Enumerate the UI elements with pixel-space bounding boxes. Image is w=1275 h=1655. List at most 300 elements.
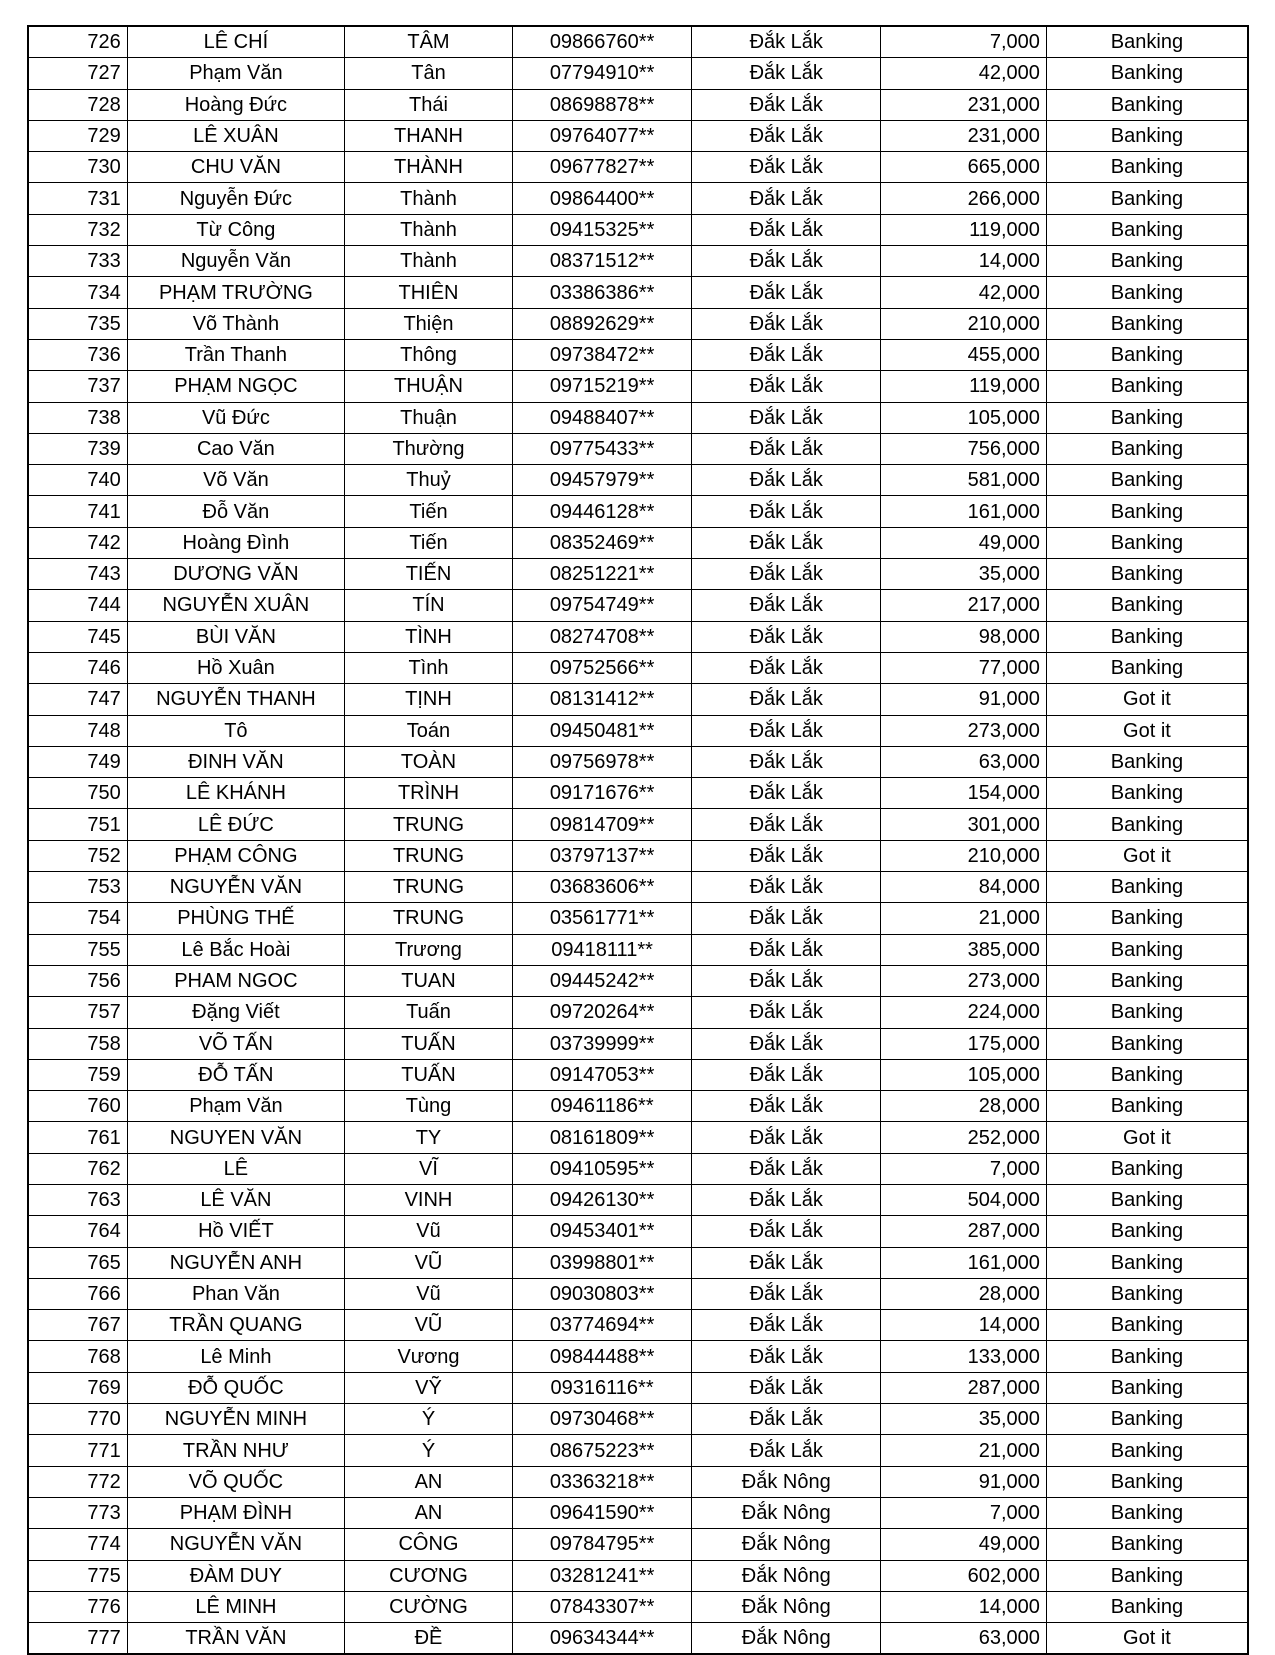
amount-cell: 385,000 <box>881 934 1047 965</box>
row-number-cell: 772 <box>28 1466 127 1497</box>
amount-cell: 35,000 <box>881 559 1047 590</box>
table-row <box>28 1122 1248 1153</box>
row-number-cell: 770 <box>28 1404 127 1435</box>
payment-method-cell: Banking <box>1046 872 1248 903</box>
first-name-cell: Thuận <box>345 402 513 433</box>
province-cell: Đắk Lắk <box>692 715 881 746</box>
province-cell: Đắk Lắk <box>692 746 881 777</box>
phone-number-cell: 03797137** <box>512 840 691 871</box>
amount-cell: 84,000 <box>881 872 1047 903</box>
row-number-cell: 750 <box>28 778 127 809</box>
last-middle-name-cell: ĐỖ TẤN <box>127 1059 344 1090</box>
amount-cell: 91,000 <box>881 1466 1047 1497</box>
payment-method-cell: Banking <box>1046 559 1248 590</box>
row-number-cell: 746 <box>28 652 127 683</box>
row-number-cell: 733 <box>28 246 127 277</box>
last-middle-name-cell: TRẦN VĂN <box>127 1623 344 1655</box>
row-number-cell: 764 <box>28 1216 127 1247</box>
amount-cell: 602,000 <box>881 1560 1047 1591</box>
last-middle-name-cell: ĐINH VĂN <box>127 746 344 777</box>
table-row <box>28 684 1248 715</box>
province-cell: Đắk Lắk <box>692 465 881 496</box>
phone-number-cell: 03774694** <box>512 1310 691 1341</box>
province-cell: Đắk Lắk <box>692 527 881 558</box>
phone-number-cell: 03739999** <box>512 1028 691 1059</box>
province-cell: Đắk Lắk <box>692 371 881 402</box>
first-name-cell: TUAN <box>345 965 513 996</box>
amount-cell: 28,000 <box>881 1091 1047 1122</box>
row-number-cell: 729 <box>28 120 127 151</box>
last-middle-name-cell: Đỗ Văn <box>127 496 344 527</box>
payment-method-cell: Got it <box>1046 1623 1248 1655</box>
payment-method-cell: Banking <box>1046 1216 1248 1247</box>
last-middle-name-cell: LÊ XUÂN <box>127 120 344 151</box>
payment-method-cell: Banking <box>1046 214 1248 245</box>
amount-cell: 581,000 <box>881 465 1047 496</box>
row-number-cell: 734 <box>28 277 127 308</box>
last-middle-name-cell: TRẦN QUANG <box>127 1310 344 1341</box>
last-middle-name-cell: Từ Công <box>127 214 344 245</box>
last-middle-name-cell: VÕ QUỐC <box>127 1466 344 1497</box>
last-middle-name-cell: NGUYỄN THANH <box>127 684 344 715</box>
row-number-cell: 743 <box>28 559 127 590</box>
amount-cell: 217,000 <box>881 590 1047 621</box>
first-name-cell: Thành <box>345 183 513 214</box>
last-middle-name-cell: Lê Bắc Hoài <box>127 934 344 965</box>
payment-method-cell: Banking <box>1046 1435 1248 1466</box>
last-middle-name-cell: Tô <box>127 715 344 746</box>
phone-number-cell: 09752566** <box>512 652 691 683</box>
province-cell: Đắk Lắk <box>692 1278 881 1309</box>
first-name-cell: Thuỷ <box>345 465 513 496</box>
payment-method-cell: Got it <box>1046 684 1248 715</box>
phone-number-cell: 09461186** <box>512 1091 691 1122</box>
province-cell: Đắk Lắk <box>692 590 881 621</box>
first-name-cell: TÍN <box>345 590 513 621</box>
row-number-cell: 763 <box>28 1184 127 1215</box>
amount-cell: 175,000 <box>881 1028 1047 1059</box>
phone-number-cell: 09754749** <box>512 590 691 621</box>
payment-method-cell: Banking <box>1046 371 1248 402</box>
row-number-cell: 747 <box>28 684 127 715</box>
table-row <box>28 433 1248 464</box>
payment-method-cell: Banking <box>1046 1247 1248 1278</box>
last-middle-name-cell: BÙI VĂN <box>127 621 344 652</box>
first-name-cell: VŨ <box>345 1247 513 1278</box>
first-name-cell: Thành <box>345 246 513 277</box>
payment-method-cell: Banking <box>1046 26 1248 58</box>
first-name-cell: Vũ <box>345 1278 513 1309</box>
payment-method-cell: Banking <box>1046 120 1248 151</box>
first-name-cell: TÌNH <box>345 621 513 652</box>
table-row <box>28 465 1248 496</box>
amount-cell: 21,000 <box>881 903 1047 934</box>
province-cell: Đắk Lắk <box>692 872 881 903</box>
phone-number-cell: 09488407** <box>512 402 691 433</box>
payment-method-cell: Banking <box>1046 433 1248 464</box>
payment-method-cell: Banking <box>1046 496 1248 527</box>
phone-number-cell: 07843307** <box>512 1591 691 1622</box>
last-middle-name-cell: Cao Văn <box>127 433 344 464</box>
province-cell: Đắk Lắk <box>692 120 881 151</box>
amount-cell: 42,000 <box>881 58 1047 89</box>
payment-method-cell: Banking <box>1046 183 1248 214</box>
last-middle-name-cell: CHU VĂN <box>127 152 344 183</box>
phone-number-cell: 03281241** <box>512 1560 691 1591</box>
payment-method-cell: Banking <box>1046 1028 1248 1059</box>
amount-cell: 7,000 <box>881 1153 1047 1184</box>
last-middle-name-cell: Hoàng Đức <box>127 89 344 120</box>
row-number-cell: 748 <box>28 715 127 746</box>
first-name-cell: Tùng <box>345 1091 513 1122</box>
table-row <box>28 1091 1248 1122</box>
data-table <box>27 25 1249 1655</box>
last-middle-name-cell: PHẠM ĐÌNH <box>127 1497 344 1528</box>
table-row <box>28 1278 1248 1309</box>
first-name-cell: CƯƠNG <box>345 1560 513 1591</box>
last-middle-name-cell: ĐỖ QUỐC <box>127 1372 344 1403</box>
first-name-cell: ĐỀ <box>345 1623 513 1655</box>
payment-method-cell: Banking <box>1046 89 1248 120</box>
row-number-cell: 777 <box>28 1623 127 1655</box>
table-row <box>28 621 1248 652</box>
first-name-cell: Ý <box>345 1404 513 1435</box>
last-middle-name-cell: PHAM NGOC <box>127 965 344 996</box>
province-cell: Đắk Lắk <box>692 1247 881 1278</box>
province-cell: Đắk Lắk <box>692 1122 881 1153</box>
amount-cell: 105,000 <box>881 1059 1047 1090</box>
last-middle-name-cell: TRẦN NHƯ <box>127 1435 344 1466</box>
last-middle-name-cell: Nguyễn Văn <box>127 246 344 277</box>
table-row <box>28 1466 1248 1497</box>
table-row <box>28 58 1248 89</box>
row-number-cell: 755 <box>28 934 127 965</box>
row-number-cell: 742 <box>28 527 127 558</box>
phone-number-cell: 09415325** <box>512 214 691 245</box>
last-middle-name-cell: Đặng Viết <box>127 997 344 1028</box>
first-name-cell: Ý <box>345 1435 513 1466</box>
phone-number-cell: 09677827** <box>512 152 691 183</box>
row-number-cell: 732 <box>28 214 127 245</box>
last-middle-name-cell: VÕ TẤN <box>127 1028 344 1059</box>
row-number-cell: 736 <box>28 339 127 370</box>
first-name-cell: TRUNG <box>345 872 513 903</box>
first-name-cell: TUẤN <box>345 1059 513 1090</box>
table-row <box>28 590 1248 621</box>
phone-number-cell: 09866760** <box>512 26 691 58</box>
province-cell: Đắk Lắk <box>692 903 881 934</box>
row-number-cell: 740 <box>28 465 127 496</box>
row-number-cell: 768 <box>28 1341 127 1372</box>
row-number-cell: 774 <box>28 1529 127 1560</box>
table-row <box>28 1028 1248 1059</box>
last-middle-name-cell: PHÙNG THẾ <box>127 903 344 934</box>
province-cell: Đắk Lắk <box>692 246 881 277</box>
payment-method-cell: Banking <box>1046 402 1248 433</box>
phone-number-cell: 08352469** <box>512 527 691 558</box>
amount-cell: 231,000 <box>881 89 1047 120</box>
phone-number-cell: 03683606** <box>512 872 691 903</box>
phone-number-cell: 08274708** <box>512 621 691 652</box>
payment-method-cell: Got it <box>1046 715 1248 746</box>
row-number-cell: 766 <box>28 1278 127 1309</box>
phone-number-cell: 09418111** <box>512 934 691 965</box>
table-row <box>28 1153 1248 1184</box>
amount-cell: 77,000 <box>881 652 1047 683</box>
first-name-cell: TRÌNH <box>345 778 513 809</box>
province-cell: Đắk Nông <box>692 1529 881 1560</box>
phone-number-cell: 09410595** <box>512 1153 691 1184</box>
payment-method-cell: Got it <box>1046 840 1248 871</box>
amount-cell: 287,000 <box>881 1372 1047 1403</box>
table-row <box>28 496 1248 527</box>
row-number-cell: 735 <box>28 308 127 339</box>
payment-method-cell: Banking <box>1046 1466 1248 1497</box>
payment-method-cell: Banking <box>1046 1560 1248 1591</box>
phone-number-cell: 09147053** <box>512 1059 691 1090</box>
province-cell: Đắk Lắk <box>692 26 881 58</box>
first-name-cell: Toán <box>345 715 513 746</box>
amount-cell: 133,000 <box>881 1341 1047 1372</box>
first-name-cell: TRUNG <box>345 903 513 934</box>
row-number-cell: 758 <box>28 1028 127 1059</box>
row-number-cell: 730 <box>28 152 127 183</box>
last-middle-name-cell: LÊ VĂN <box>127 1184 344 1215</box>
table-row <box>28 1059 1248 1090</box>
last-middle-name-cell: LÊ CHÍ <box>127 26 344 58</box>
province-cell: Đắk Lắk <box>692 183 881 214</box>
payment-method-cell: Banking <box>1046 934 1248 965</box>
row-number-cell: 726 <box>28 26 127 58</box>
payment-method-cell: Banking <box>1046 1341 1248 1372</box>
phone-number-cell: 08698878** <box>512 89 691 120</box>
amount-cell: 119,000 <box>881 371 1047 402</box>
last-middle-name-cell: Vũ Đức <box>127 402 344 433</box>
province-cell: Đắk Nông <box>692 1623 881 1655</box>
amount-cell: 252,000 <box>881 1122 1047 1153</box>
row-number-cell: 767 <box>28 1310 127 1341</box>
amount-cell: 49,000 <box>881 1529 1047 1560</box>
row-number-cell: 773 <box>28 1497 127 1528</box>
payment-method-cell: Banking <box>1046 1372 1248 1403</box>
last-middle-name-cell: NGUYỄN VĂN <box>127 872 344 903</box>
phone-number-cell: 09715219** <box>512 371 691 402</box>
amount-cell: 7,000 <box>881 26 1047 58</box>
phone-number-cell: 09814709** <box>512 809 691 840</box>
last-middle-name-cell: Phạm Văn <box>127 1091 344 1122</box>
last-middle-name-cell: Nguyễn Đức <box>127 183 344 214</box>
payment-method-cell: Banking <box>1046 590 1248 621</box>
phone-number-cell: 08131412** <box>512 684 691 715</box>
last-middle-name-cell: PHẠM CÔNG <box>127 840 344 871</box>
last-middle-name-cell: ĐÀM DUY <box>127 1560 344 1591</box>
first-name-cell: Vũ <box>345 1216 513 1247</box>
row-number-cell: 745 <box>28 621 127 652</box>
amount-cell: 273,000 <box>881 715 1047 746</box>
phone-number-cell: 07794910** <box>512 58 691 89</box>
province-cell: Đắk Lắk <box>692 1216 881 1247</box>
last-middle-name-cell: Hồ VIẾT <box>127 1216 344 1247</box>
last-middle-name-cell: NGUYỄN XUÂN <box>127 590 344 621</box>
row-number-cell: 756 <box>28 965 127 996</box>
province-cell: Đắk Nông <box>692 1591 881 1622</box>
row-number-cell: 731 <box>28 183 127 214</box>
amount-cell: 266,000 <box>881 183 1047 214</box>
first-name-cell: THANH <box>345 120 513 151</box>
phone-number-cell: 09426130** <box>512 1184 691 1215</box>
amount-cell: 273,000 <box>881 965 1047 996</box>
first-name-cell: VỸ <box>345 1372 513 1403</box>
payment-method-cell: Banking <box>1046 1278 1248 1309</box>
table-row <box>28 246 1248 277</box>
first-name-cell: Tiến <box>345 496 513 527</box>
row-number-cell: 749 <box>28 746 127 777</box>
amount-cell: 301,000 <box>881 809 1047 840</box>
payment-method-cell: Banking <box>1046 778 1248 809</box>
phone-number-cell: 09864400** <box>512 183 691 214</box>
payment-method-cell: Banking <box>1046 1091 1248 1122</box>
payment-method-cell: Banking <box>1046 308 1248 339</box>
table-row <box>28 89 1248 120</box>
row-number-cell: 754 <box>28 903 127 934</box>
amount-cell: 14,000 <box>881 246 1047 277</box>
phone-number-cell: 09634344** <box>512 1623 691 1655</box>
province-cell: Đắk Lắk <box>692 778 881 809</box>
last-middle-name-cell: Trần Thanh <box>127 339 344 370</box>
table-row <box>28 778 1248 809</box>
last-middle-name-cell: Lê Minh <box>127 1341 344 1372</box>
province-cell: Đắk Lắk <box>692 559 881 590</box>
row-number-cell: 753 <box>28 872 127 903</box>
row-number-cell: 751 <box>28 809 127 840</box>
amount-cell: 224,000 <box>881 997 1047 1028</box>
row-number-cell: 741 <box>28 496 127 527</box>
payment-method-cell: Banking <box>1046 277 1248 308</box>
row-number-cell: 765 <box>28 1247 127 1278</box>
phone-number-cell: 09844488** <box>512 1341 691 1372</box>
table-row <box>28 840 1248 871</box>
first-name-cell: Tân <box>345 58 513 89</box>
row-number-cell: 737 <box>28 371 127 402</box>
last-middle-name-cell: NGUYỄN MINH <box>127 1404 344 1435</box>
amount-cell: 287,000 <box>881 1216 1047 1247</box>
last-middle-name-cell: NGUYỄN VĂN <box>127 1529 344 1560</box>
row-number-cell: 727 <box>28 58 127 89</box>
first-name-cell: CƯỜNG <box>345 1591 513 1622</box>
amount-cell: 42,000 <box>881 277 1047 308</box>
table-row <box>28 1529 1248 1560</box>
amount-cell: 63,000 <box>881 746 1047 777</box>
table-row <box>28 903 1248 934</box>
first-name-cell: TỊNH <box>345 684 513 715</box>
amount-cell: 455,000 <box>881 339 1047 370</box>
row-number-cell: 752 <box>28 840 127 871</box>
payment-method-cell: Banking <box>1046 809 1248 840</box>
table-row <box>28 183 1248 214</box>
province-cell: Đắk Nông <box>692 1497 881 1528</box>
phone-number-cell: 03561771** <box>512 903 691 934</box>
first-name-cell: TIẾN <box>345 559 513 590</box>
table-row <box>28 1310 1248 1341</box>
last-middle-name-cell: LÊ <box>127 1153 344 1184</box>
row-number-cell: 775 <box>28 1560 127 1591</box>
province-cell: Đắk Lắk <box>692 840 881 871</box>
phone-number-cell: 09641590** <box>512 1497 691 1528</box>
table-row <box>28 872 1248 903</box>
last-middle-name-cell: DƯƠNG VĂN <box>127 559 344 590</box>
province-cell: Đắk Lắk <box>692 684 881 715</box>
table-row <box>28 1247 1248 1278</box>
province-cell: Đắk Lắk <box>692 1153 881 1184</box>
table-row <box>28 1404 1248 1435</box>
table-row <box>28 1497 1248 1528</box>
payment-method-cell: Banking <box>1046 1310 1248 1341</box>
row-number-cell: 738 <box>28 402 127 433</box>
payment-method-cell: Banking <box>1046 621 1248 652</box>
amount-cell: 105,000 <box>881 402 1047 433</box>
province-cell: Đắk Lắk <box>692 308 881 339</box>
province-cell: Đắk Lắk <box>692 339 881 370</box>
amount-cell: 231,000 <box>881 120 1047 151</box>
first-name-cell: TY <box>345 1122 513 1153</box>
row-number-cell: 771 <box>28 1435 127 1466</box>
phone-number-cell: 09457979** <box>512 465 691 496</box>
last-middle-name-cell: Hồ Xuân <box>127 652 344 683</box>
first-name-cell: Thường <box>345 433 513 464</box>
last-middle-name-cell: LÊ MINH <box>127 1591 344 1622</box>
first-name-cell: Vương <box>345 1341 513 1372</box>
last-middle-name-cell: NGUYỄN ANH <box>127 1247 344 1278</box>
first-name-cell: TOÀN <box>345 746 513 777</box>
row-number-cell: 739 <box>28 433 127 464</box>
first-name-cell: VŨ <box>345 1310 513 1341</box>
province-cell: Đắk Lắk <box>692 89 881 120</box>
row-number-cell: 769 <box>28 1372 127 1403</box>
amount-cell: 161,000 <box>881 1247 1047 1278</box>
amount-cell: 63,000 <box>881 1623 1047 1655</box>
first-name-cell: THIÊN <box>345 277 513 308</box>
table-body <box>28 26 1248 1654</box>
amount-cell: 210,000 <box>881 840 1047 871</box>
payment-method-cell: Banking <box>1046 58 1248 89</box>
first-name-cell: THUẬN <box>345 371 513 402</box>
row-number-cell: 760 <box>28 1091 127 1122</box>
amount-cell: 7,000 <box>881 1497 1047 1528</box>
last-middle-name-cell: LÊ ĐỨC <box>127 809 344 840</box>
last-middle-name-cell: Võ Thành <box>127 308 344 339</box>
payment-method-cell: Banking <box>1046 746 1248 777</box>
province-cell: Đắk Lắk <box>692 1184 881 1215</box>
table-row <box>28 652 1248 683</box>
table-row <box>28 559 1248 590</box>
row-number-cell: 761 <box>28 1122 127 1153</box>
payment-method-cell: Banking <box>1046 246 1248 277</box>
table-row <box>28 746 1248 777</box>
payment-method-cell: Banking <box>1046 903 1248 934</box>
amount-cell: 21,000 <box>881 1435 1047 1466</box>
first-name-cell: VINH <box>345 1184 513 1215</box>
first-name-cell: Thái <box>345 89 513 120</box>
province-cell: Đắk Nông <box>692 1466 881 1497</box>
province-cell: Đắk Lắk <box>692 58 881 89</box>
amount-cell: 14,000 <box>881 1591 1047 1622</box>
table-row <box>28 965 1248 996</box>
last-middle-name-cell: LÊ KHÁNH <box>127 778 344 809</box>
payment-method-cell: Banking <box>1046 965 1248 996</box>
amount-cell: 161,000 <box>881 496 1047 527</box>
payment-method-cell: Banking <box>1046 1591 1248 1622</box>
phone-number-cell: 09450481** <box>512 715 691 746</box>
